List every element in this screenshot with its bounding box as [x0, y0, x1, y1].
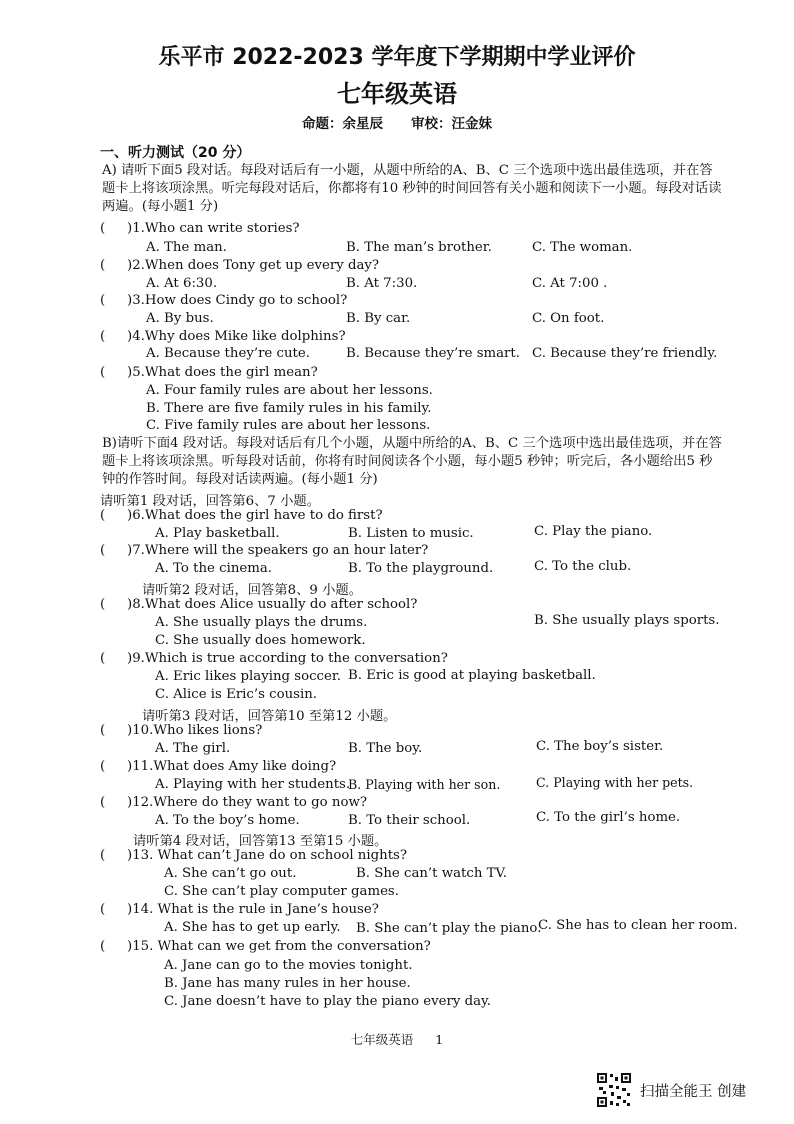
question-8: )8.What does Alice usually do after school?: [127, 597, 418, 612]
option-c: C. The woman.: [532, 240, 633, 255]
option-c: C. Five family rules are about her lessons.: [146, 418, 431, 433]
question-14: )14. What is the rule in Jane’s house?: [127, 902, 379, 917]
byline: [0, 112, 794, 132]
question-15: )15. What can we get from the conversation?: [127, 939, 431, 954]
option-c: C. Playing with her pets.: [536, 775, 694, 790]
exam-title: 乐平市 2022-2023 学年度下学期期中学业评价: [158, 45, 636, 70]
option-b: B. Listen to music.: [348, 526, 474, 541]
option-c: C. Because they’re friendly.: [532, 346, 718, 361]
part-b-instructions: B)请听下面4 段对话。每段对话后有几个小题，从题中所给的A、B、C 三个选项中选出最佳选项，并在答题卡上将该项涂黑。听每段对话前，你将有时间阅读各个小题，每小题5 秒钟；听完后，各小题给出5 秒钟的作答时间。每段对话读两遍。(每小题1 分): [102, 436, 722, 487]
footer-subject: 七年级英语: [350, 1032, 414, 1047]
option-a: A. To the cinema.: [155, 561, 273, 576]
option-a: A. Jane can go to the movies tonight.: [164, 958, 413, 973]
option-a: A. By bus.: [146, 311, 214, 326]
option-c: C. To the girl’s home.: [536, 810, 681, 825]
answer-paren: (: [100, 293, 106, 308]
option-a: A. To the boy’s home.: [155, 813, 300, 828]
option-a: A. Playing with her students.: [155, 777, 351, 792]
option-c: C. The boy’s sister.: [536, 739, 664, 754]
option-a: A. At 6:30.: [146, 276, 218, 291]
answer-paren: (: [100, 508, 106, 523]
question-7: )7.Where will the speakers go an hour later?: [127, 543, 429, 558]
exam-subtitle: 七年级英语: [337, 80, 457, 108]
conversation-2-note: 请听第2 段对话，回答第8、9 小题。: [142, 583, 362, 598]
question-13: )13. What can’t Jane do on school nights?: [127, 848, 407, 863]
option-b: B. Playing with her son.: [348, 777, 501, 792]
option-b: B. To the playground.: [348, 561, 494, 576]
reviewer-label: 审校：汪金妹: [411, 116, 492, 132]
option-b: B. Eric is good at playing basketball.: [348, 668, 596, 683]
option-b: B. Jane has many rules in her house.: [164, 976, 411, 991]
question-12: )12.Where do they want to go now?: [127, 795, 367, 810]
option-b: B. She can’t watch TV.: [356, 866, 507, 881]
option-b: B. At 7:30.: [346, 276, 418, 291]
option-c: C. On foot.: [532, 311, 605, 326]
answer-paren: (: [100, 723, 106, 738]
option-a: A. She usually plays the drums.: [155, 615, 368, 630]
question-9: )9.Which is true according to the conversation?: [127, 651, 448, 666]
question-1: )1.Who can write stories?: [127, 221, 300, 236]
page-footer: [0, 1030, 794, 1048]
author-label: 命题：余星辰: [302, 116, 383, 132]
option-c: C. She usually does homework.: [155, 633, 366, 648]
option-b: B. By car.: [346, 311, 411, 326]
option-b: B. The boy.: [348, 741, 423, 756]
option-b: B. She can’t play the piano.: [356, 921, 542, 936]
option-b: B. There are five family rules in his family.: [146, 401, 432, 416]
option-a: A. She has to get up early.: [164, 920, 341, 935]
answer-paren: (: [100, 902, 106, 917]
option-b: B. The man’s brother.: [346, 240, 492, 255]
qr-code-icon: [596, 1072, 632, 1108]
question-2: )2.When does Tony get up every day?: [127, 258, 380, 273]
answer-paren: (: [100, 597, 106, 612]
answer-paren: (: [100, 651, 106, 666]
option-c: C. At 7:00 .: [532, 276, 608, 291]
question-4: )4.Why does Mike like dolphins?: [127, 329, 346, 344]
option-c: C. Play the piano.: [534, 524, 653, 539]
option-b: B. She usually plays sports.: [534, 613, 720, 628]
option-c: C. Alice is Eric’s cousin.: [155, 687, 318, 702]
answer-paren: (: [100, 258, 106, 273]
page-number: 1: [435, 1032, 444, 1047]
option-c: C. To the club.: [534, 559, 632, 574]
option-c: C. She can’t play computer games.: [164, 884, 399, 899]
answer-paren: (: [100, 543, 106, 558]
question-3: )3.How does Cindy go to school?: [127, 293, 348, 308]
answer-paren: (: [100, 329, 106, 344]
option-a: A. The girl.: [155, 741, 231, 756]
option-a: A. She can’t go out.: [164, 866, 297, 881]
answer-paren: (: [100, 365, 106, 380]
conversation-3-note: 请听第3 段对话，回答第10 至第12 小题。: [142, 709, 397, 724]
option-c: C. She has to clean her room.: [538, 918, 738, 933]
conversation-1-note: 请听第1 段对话，回答第6、7 小题。: [100, 494, 320, 509]
option-a: A. Four family rules are about her lessons.: [146, 383, 433, 398]
question-11: )11.What does Amy like doing?: [127, 759, 337, 774]
option-a: A. Play basketball.: [155, 526, 280, 541]
option-b: B. Because they’re smart.: [346, 346, 520, 361]
question-10: )10.Who likes lions?: [127, 723, 263, 738]
scanner-watermark: 扫描全能王 创建: [640, 1084, 747, 1100]
question-5: )5.What does the girl mean?: [127, 365, 318, 380]
option-c: C. Jane doesn’t have to play the piano every day.: [164, 994, 491, 1009]
section-heading: 一、听力测试（20 分）: [100, 145, 251, 161]
answer-paren: (: [100, 221, 106, 236]
option-b: B. To their school.: [348, 813, 471, 828]
option-a: A. The man.: [146, 240, 227, 255]
question-6: )6.What does the girl have to do first?: [127, 508, 383, 523]
answer-paren: (: [100, 939, 106, 954]
part-a-instructions: A) 请听下面5 段对话。每段对话后有一小题，从题中所给的A、B、C 三个选项中选出最佳选项，并在答题卡上将该项涂黑。听完每段对话后，你都将有10 秒钟的时间回答有关小题和阅读下一小题。每段对话读两遍。(每小题1 分): [102, 163, 722, 214]
conversation-4-note: 请听第4 段对话，回答第13 至第15 小题。: [133, 834, 388, 849]
answer-paren: (: [100, 848, 106, 863]
option-a: A. Eric likes playing soccer.: [155, 669, 342, 684]
answer-paren: (: [100, 759, 106, 774]
option-a: A. Because they’re cute.: [146, 346, 310, 361]
answer-paren: (: [100, 795, 106, 810]
